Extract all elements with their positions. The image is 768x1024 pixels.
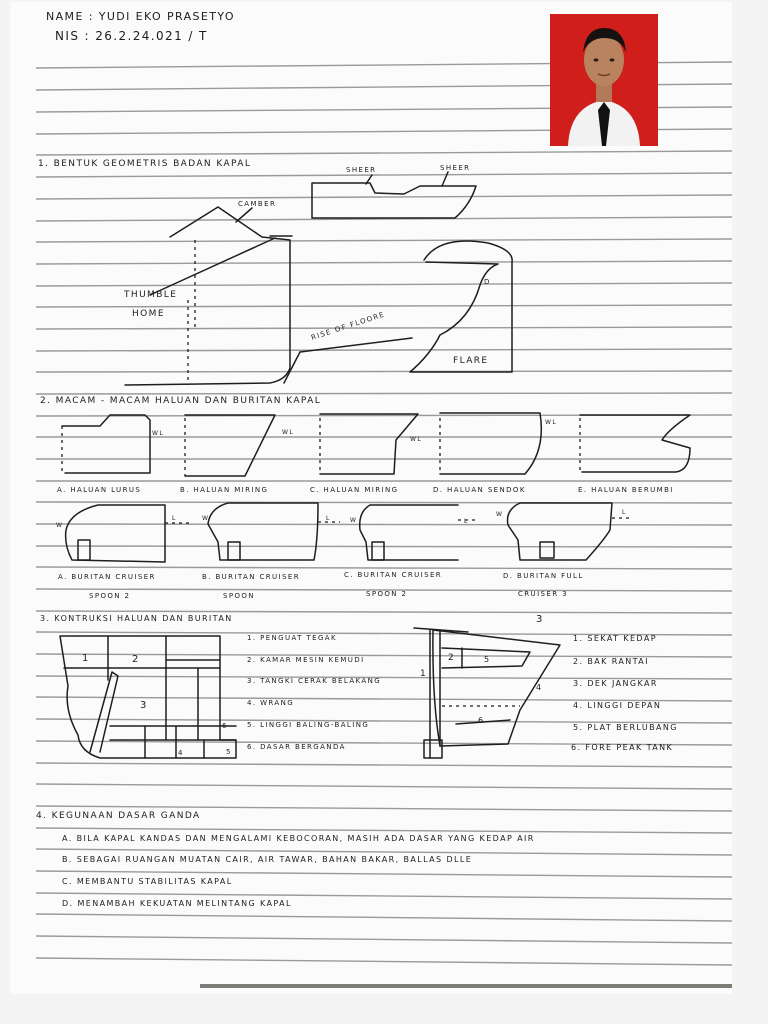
stern-num-4: 4 [178, 749, 184, 757]
ruled-lines [36, 62, 732, 965]
bow-label-a: A. HALUAN LURUS [57, 486, 142, 494]
section-4-heading: 4. KEGUNAAN DASAR GANDA [36, 811, 201, 821]
stern-label-c: C. BURITAN CRUISER [344, 571, 443, 579]
stern-l-3: L [464, 518, 469, 525]
bow-label-b: B. HALUAN MIRING [180, 486, 269, 494]
stern-part-2: 2. KAMAR MESIN KEMUDI [247, 656, 365, 664]
bow-part-5: 5. PLAT BERLUBANG [573, 723, 678, 732]
bow-num-1: 1 [420, 669, 428, 679]
label-sheer-2: SHEER [440, 164, 471, 172]
stern-w-1: W [56, 522, 64, 529]
stern-sub-b: SPOON [223, 592, 255, 600]
bow-num-5: 5 [484, 655, 491, 664]
bow-part-3: 3. DEK JANGKAR [573, 679, 658, 688]
section-4-item-b: B. SEBAGAI RUANGAN MUATAN CAIR, AIR TAWAR, BAHAN BAKAR, BALLAS DLLE [62, 855, 473, 864]
wl-3: WL [410, 436, 423, 443]
stern-parts-list [247, 634, 381, 751]
stern-label-a: A. BURITAN CRUISER [58, 573, 156, 581]
label-sheer-1: SHEER [346, 166, 377, 174]
label-thumble: THUMBLE [124, 290, 178, 300]
stern-sub-c: SPOON 2 [366, 590, 408, 598]
bow-num-3: 3 [536, 614, 544, 625]
bow-num-4: 4 [536, 683, 543, 692]
wl-2: WL [282, 429, 295, 436]
wl-1: WL [152, 430, 165, 437]
bow-label-e: E. HALUAN BERUMBI [578, 486, 674, 494]
bow-num-6: 6 [478, 716, 485, 725]
bow-label-d: D. HALUAN SENDOK [433, 486, 526, 494]
stern-sub-a: SPOON 2 [89, 592, 131, 600]
bow-part-2: 2. BAK RANTAI [573, 657, 649, 666]
label-d: D [484, 278, 491, 286]
section-1-heading: 1. BENTUK GEOMETRIS BADAN KAPAL [38, 159, 252, 169]
bow-label-c: C. HALUAN MIRING [310, 486, 399, 494]
bow-part-1: 1. SEKAT KEDAP [573, 634, 657, 643]
bow-parts-list [571, 634, 678, 752]
section-4-item-d: D. MENAMBAH KEKUATAN MELINTANG KAPAL [62, 899, 292, 908]
stern-w-4: W [496, 511, 504, 518]
student-photo [550, 14, 658, 146]
stern-num-1: 1 [82, 653, 90, 664]
bow-types-diagram [57, 413, 690, 494]
stern-part-1: 1. PENGUAT TEGAK [247, 634, 337, 642]
stern-part-5: 5. LINGGI BALING-BALING [247, 721, 370, 729]
stern-label-d: D. BURITAN FULL [503, 572, 584, 580]
bow-part-4: 4. LINGGI DEPAN [573, 701, 662, 710]
label-rise-of-floore: RISE OF FLOORE [310, 310, 387, 342]
name-line: NAME : YUDI EKO PRASETYO [46, 10, 235, 23]
wl-4: WL [545, 419, 558, 426]
stern-num-2: 2 [132, 654, 140, 665]
label-home: HOME [132, 309, 165, 319]
stern-l-4: L [622, 509, 627, 516]
section-2-heading: 2. MACAM - MACAM HALUAN DAN BURITAN KAPAL [40, 396, 322, 406]
section-4-item-a: A. BILA KAPAL KANDAS DAN MENGALAMI KEBOCORAN, MASIH ADA DASAR YANG KEDAP AIR [62, 834, 535, 843]
stern-num-6: 6 [222, 722, 228, 730]
stern-num-3: 3 [140, 700, 148, 711]
section-4-item-c: C. MEMBANTU STABILITAS KAPAL [62, 877, 233, 886]
stern-part-6: 6. DASAR BERGANDA [247, 743, 346, 751]
stern-w-2: W [202, 515, 210, 522]
stern-l-1: L [172, 515, 177, 522]
stern-types-diagram [56, 503, 632, 600]
stern-l-2: L [326, 515, 331, 522]
bow-part-6: 6. FORE PEAK TANK [571, 743, 674, 752]
stern-sub-d: CRUISER 3 [518, 590, 568, 598]
stern-part-3: 3. TANGKI CERAK BELAKANG [247, 677, 382, 685]
stern-w-3: W [350, 517, 358, 524]
bow-num-2: 2 [448, 653, 456, 663]
label-flare: FLARE [453, 356, 489, 366]
bow-construction-diagram [414, 614, 560, 758]
label-camber: CAMBER [238, 200, 277, 208]
stern-part-4: 4. WRANG [247, 699, 295, 707]
nis-line: NIS : 26.2.24.021 / T [55, 29, 208, 43]
stern-num-5: 5 [226, 748, 232, 756]
person-portrait-icon [550, 14, 658, 146]
stern-label-b: B. BURITAN CRUISER [202, 573, 300, 581]
section-3-heading: 3. KONTRUKSI HALUAN DAN BURITAN [40, 614, 233, 623]
